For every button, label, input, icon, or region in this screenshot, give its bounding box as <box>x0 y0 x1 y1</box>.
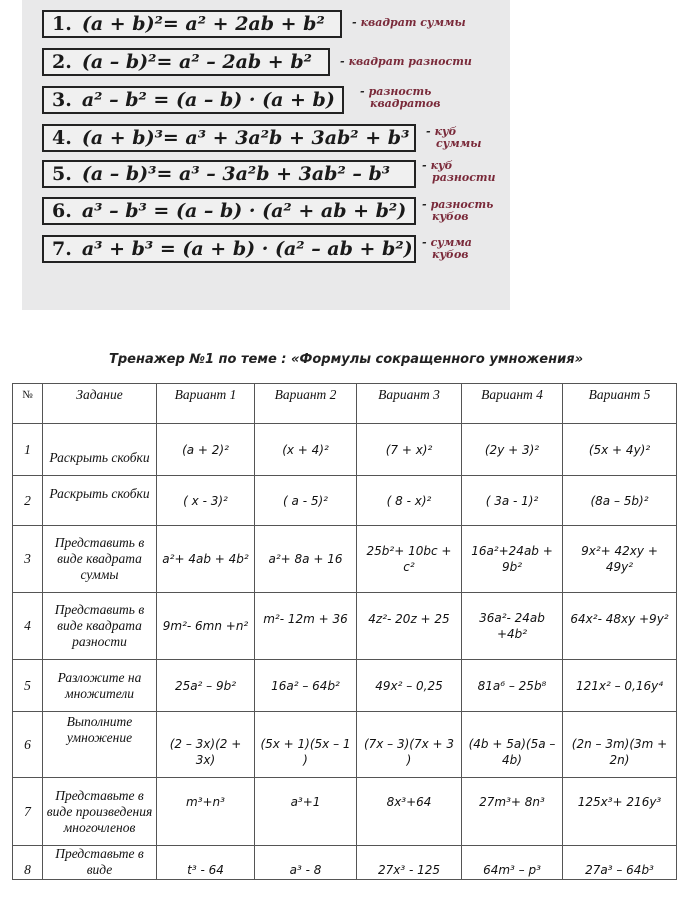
variant-cell: 9m²- 6mn +n² <box>157 593 255 660</box>
note-dash: - <box>340 55 345 68</box>
note-line1: разность <box>430 198 494 211</box>
header-task: Задание <box>43 384 157 424</box>
formula-number: 6. <box>52 200 72 222</box>
formula-number: 5. <box>52 163 72 185</box>
formula-reference-panel <box>22 0 510 310</box>
variant-cell: 64x²- 48xy +9y² <box>563 593 677 660</box>
variant-cell: a²+ 4ab + 4b² <box>157 526 255 593</box>
formula-box <box>42 86 344 114</box>
formula-number: 2. <box>52 51 72 73</box>
variant-cell: 121x² – 0,16y⁴ <box>563 660 677 712</box>
task-cell: Представьте в виде произведения многочленов <box>43 778 157 846</box>
task-cell: Представьте в виде <box>43 846 157 880</box>
variant-cell: 49x² – 0,25 <box>357 660 462 712</box>
header-number: № <box>13 384 43 424</box>
note-dash: - <box>422 236 427 249</box>
variant-cell: 25b²+ 10bc + c² <box>357 526 462 593</box>
note-line1: квадрат суммы <box>360 16 466 29</box>
note-dash: - <box>360 85 365 98</box>
variant-cell: ( 8 - x)² <box>357 476 462 526</box>
document-title: Тренажер №1 по теме : «Формулы сокращенного умножения» <box>108 352 584 367</box>
variant-cell: t³ - 64 <box>157 846 255 880</box>
formula-note <box>422 237 472 261</box>
formula-box <box>42 124 416 152</box>
formula-number: 3. <box>52 89 72 111</box>
variant-cell: a³+1 <box>255 778 357 846</box>
variant-cell: 64m³ – p³ <box>462 846 563 880</box>
variant-cell: a²+ 8a + 16 <box>255 526 357 593</box>
note-line2: суммы <box>436 137 482 150</box>
formula-expression: (a – b)²= a² – 2ab + b² <box>81 51 312 73</box>
note-line2: кубов <box>432 210 469 223</box>
note-dash: - <box>426 125 431 138</box>
task-cell: Выполните умножение <box>43 712 157 778</box>
variant-cell: a³ - 8 <box>255 846 357 880</box>
formula-number: 4. <box>52 127 72 149</box>
row-number: 5 <box>13 660 43 712</box>
table-row <box>13 526 677 593</box>
formula-note <box>422 160 496 184</box>
variant-cell: (2y + 3)² <box>462 424 563 476</box>
row-number: 1 <box>13 424 43 476</box>
variant-cell: (8a – 5b)² <box>563 476 677 526</box>
table-header-row <box>13 384 677 424</box>
header-variant-4: Вариант 4 <box>462 384 563 424</box>
variant-cell: (4b + 5a)(5a – 4b) <box>462 712 563 778</box>
variant-cell: m²- 12m + 36 <box>255 593 357 660</box>
variant-cell: ( 3a - 1)² <box>462 476 563 526</box>
table-row <box>13 712 677 778</box>
formula-note <box>340 56 472 68</box>
task-cell: Раскрыть скобки <box>43 476 157 526</box>
variant-cell: (7 + x)² <box>357 424 462 476</box>
formula-note <box>426 126 481 150</box>
header-variant-3: Вариант 3 <box>357 384 462 424</box>
variant-cell: 36a²- 24ab +4b² <box>462 593 563 660</box>
variant-cell: (5x + 1)(5x – 1 ) <box>255 712 357 778</box>
variant-cell: 27m³+ 8n³ <box>462 778 563 846</box>
variant-cell: 16a²+24ab + 9b² <box>462 526 563 593</box>
variant-cell: 4z²- 20z + 25 <box>357 593 462 660</box>
task-cell: Разложите на множители <box>43 660 157 712</box>
table-row <box>13 424 677 476</box>
formula-note <box>352 17 466 29</box>
note-line1: разность <box>368 85 432 98</box>
variant-cell: 81a⁶ – 25b⁸ <box>462 660 563 712</box>
task-cell: Представить в виде квадрата разности <box>43 593 157 660</box>
row-number: 8 <box>13 846 43 880</box>
formula-box <box>42 10 342 38</box>
table-row <box>13 593 677 660</box>
variant-cell: 8x³+64 <box>357 778 462 846</box>
variant-cell: (5x + 4y)² <box>563 424 677 476</box>
note-dash: - <box>352 16 357 29</box>
formula-expression: (a + b)²= a² + 2ab + b² <box>81 13 325 35</box>
variant-cell: 27x³ - 125 <box>357 846 462 880</box>
variant-cell: (a + 2)² <box>157 424 255 476</box>
note-line1: сумма <box>430 236 472 249</box>
note-line2: разности <box>432 171 496 184</box>
formula-expression: a² – b² = (a – b) · (a + b) <box>81 89 335 111</box>
note-line1: куб <box>434 125 457 138</box>
row-number: 2 <box>13 476 43 526</box>
variant-cell: ( a - 5)² <box>255 476 357 526</box>
task-cell: Представить в виде квадрата суммы <box>43 526 157 593</box>
formula-box <box>42 197 416 225</box>
formula-box <box>42 48 330 76</box>
formula-note <box>360 86 440 110</box>
note-dash: - <box>422 159 427 172</box>
task-cell: Раскрыть скобки <box>43 424 157 476</box>
row-number: 7 <box>13 778 43 846</box>
variant-cell: 27a³ – 64b³ <box>563 846 677 880</box>
header-variant-1: Вариант 1 <box>157 384 255 424</box>
header-variant-5: Вариант 5 <box>563 384 677 424</box>
variant-cell: (x + 4)² <box>255 424 357 476</box>
table-row <box>13 476 677 526</box>
table-row <box>13 778 677 846</box>
variant-cell: (2n – 3m)(3m + 2n) <box>563 712 677 778</box>
variant-cell: 16a² – 64b² <box>255 660 357 712</box>
row-number: 3 <box>13 526 43 593</box>
variant-cell: 25a² – 9b² <box>157 660 255 712</box>
table-row <box>13 846 677 880</box>
note-line1: куб <box>430 159 453 172</box>
variant-cell: m³+n³ <box>157 778 255 846</box>
formula-expression: a³ – b³ = (a – b) · (a² + ab + b²) <box>81 200 407 222</box>
variant-cell: (7x – 3)(7x + 3 ) <box>357 712 462 778</box>
note-dash: - <box>422 198 427 211</box>
exercise-table <box>12 383 677 880</box>
variant-cell: (2 – 3x)(2 + 3x) <box>157 712 255 778</box>
variant-cell: ( x - 3)² <box>157 476 255 526</box>
row-number: 6 <box>13 712 43 778</box>
note-line2: кубов <box>432 248 469 261</box>
formula-expression: (a – b)³= a³ – 3a²b + 3ab² – b³ <box>81 163 391 185</box>
formula-number: 1. <box>52 13 72 35</box>
formula-expression: (a + b)³= a³ + 3a²b + 3ab² + b³ <box>81 127 410 149</box>
table-row <box>13 660 677 712</box>
formula-number: 7. <box>52 238 72 260</box>
formula-box <box>42 235 416 263</box>
header-variant-2: Вариант 2 <box>255 384 357 424</box>
row-number: 4 <box>13 593 43 660</box>
formula-note <box>422 199 493 223</box>
variant-cell: 9x²+ 42xy + 49y² <box>563 526 677 593</box>
note-line1: квадрат разности <box>348 55 472 68</box>
note-line2: квадратов <box>370 97 441 110</box>
formula-expression: a³ + b³ = (a + b) · (a² – ab + b²) <box>81 238 413 260</box>
variant-cell: 125x³+ 216y³ <box>563 778 677 846</box>
formula-box <box>42 160 416 188</box>
